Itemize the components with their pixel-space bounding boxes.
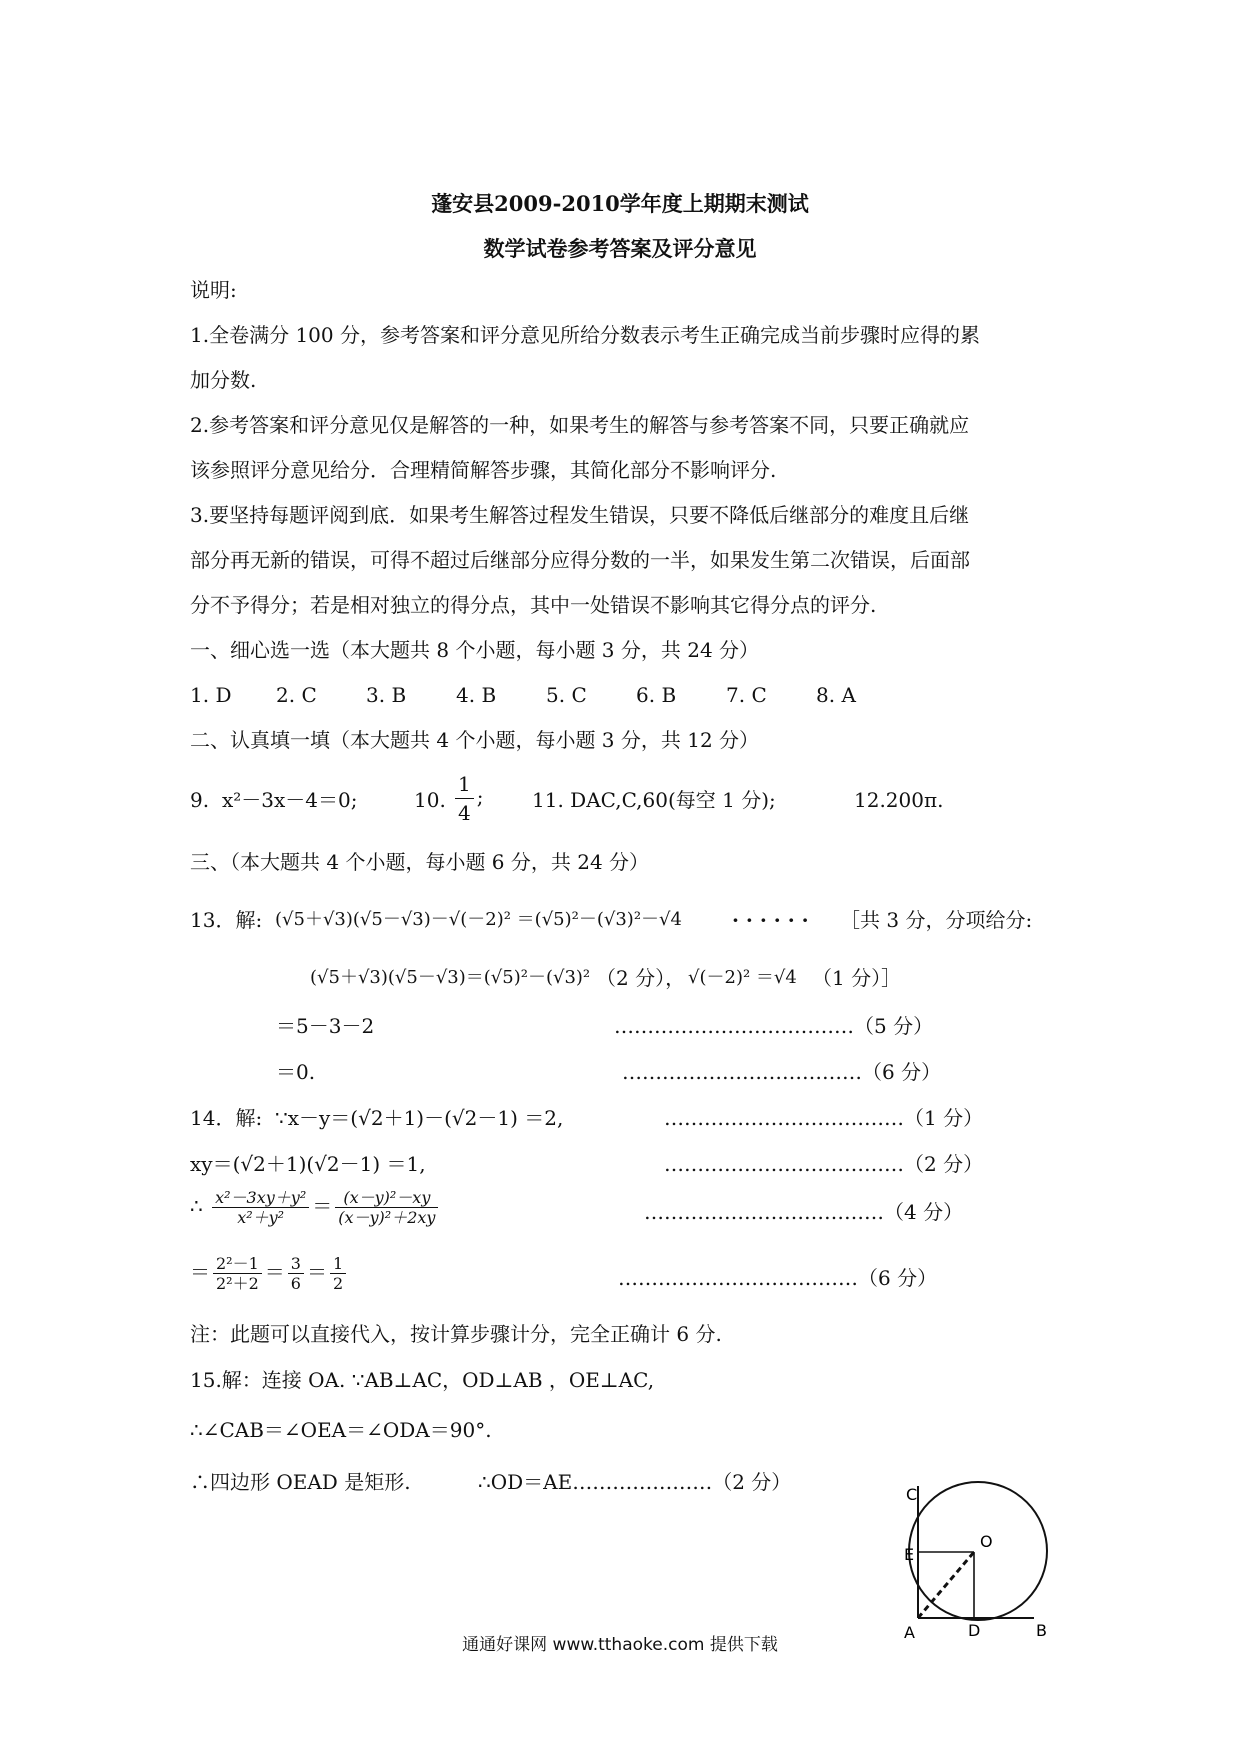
q14-fraction-2 bbox=[335, 1188, 438, 1227]
q13-step-4-score: ………………………………（6 分） bbox=[622, 1060, 942, 1084]
q13-note: ［共 3 分，分项给分: bbox=[840, 908, 1033, 932]
geometry-figure bbox=[885, 1480, 1075, 1650]
q13-expression-3: √(－2)² ＝√4 bbox=[688, 967, 797, 988]
q14-fraction-1-num: x²－3xy＋y² bbox=[212, 1188, 309, 1208]
q14-therefore: ∴ bbox=[190, 1194, 203, 1218]
q14-label: 14．解: bbox=[190, 1106, 263, 1130]
note-3c: 分不予得分；若是相对独立的得分点，其中一处错误不影响其它得分点的评分. bbox=[190, 593, 877, 617]
label-d: D bbox=[968, 1621, 981, 1640]
q14-line-2: xy＝(√2＋1)(√2－1) ＝1, bbox=[190, 1152, 426, 1176]
answer-8: 8. A bbox=[816, 683, 856, 707]
answer-6: 6. B bbox=[636, 683, 677, 707]
q14-fraction-3-num: 2²－1 bbox=[213, 1254, 262, 1274]
q10-label: 10. bbox=[414, 788, 446, 812]
q14-fraction-2-num: (x－y)²－xy bbox=[335, 1188, 438, 1208]
q13-expression-2: (√5＋√3)(√5－√3)＝(√5)²－(√3)² bbox=[310, 967, 591, 988]
section-2-heading: 二、认真填一填（本大题共 4 个小题，每小题 3 分，共 12 分） bbox=[190, 728, 760, 752]
q14-line-1: ∵x－y＝(√2＋1)－(√2－1) ＝2, bbox=[275, 1106, 564, 1130]
q14-line-2-score: ………………………………（2 分） bbox=[664, 1152, 984, 1176]
q14-line-3-score: ………………………………（4 分） bbox=[644, 1200, 964, 1224]
q13-expression-1: (√5＋√3)(√5－√3)－√(－2)² ＝(√5)²－(√3)²－√4 bbox=[275, 909, 682, 930]
q13-label: 13．解: bbox=[190, 908, 263, 932]
label-c: C bbox=[906, 1485, 918, 1504]
q14-fraction-5-num: 1 bbox=[330, 1254, 346, 1274]
answer-3: 3. B bbox=[366, 683, 407, 707]
answer-5: 5. C bbox=[546, 683, 587, 707]
q10-denominator: 4 bbox=[458, 801, 471, 825]
q13-step-4: ＝0. bbox=[276, 1060, 316, 1084]
q14-fraction-1 bbox=[212, 1188, 309, 1227]
q14-fraction-1-den: x²＋y² bbox=[237, 1208, 285, 1227]
q14-fraction-5-den: 2 bbox=[332, 1274, 344, 1293]
q14-equals: ＝ bbox=[312, 1194, 333, 1218]
section-3-heading: 三、（本大题共 4 个小题，每小题 6 分，共 24 分） bbox=[190, 850, 650, 874]
q13-step-3-score: ………………………………（5 分） bbox=[614, 1014, 934, 1038]
q15-line-3-score: ∴OD＝AE…………………（2 分） bbox=[478, 1470, 792, 1494]
q14-fraction-5 bbox=[330, 1254, 346, 1293]
note-3a: 3.要坚持每题评阅到底．如果考生解答过程发生错误，只要不降低后继部分的难度且后继 bbox=[190, 503, 970, 527]
q14-fraction-3-den: 2²＋2 bbox=[216, 1274, 259, 1293]
q14-line-4-score: ………………………………（6 分） bbox=[618, 1266, 938, 1290]
q15-line-1: 15.解：连接 OA. ∵AB⊥AC，OD⊥AB ，OE⊥AC, bbox=[190, 1368, 655, 1392]
circle-outline bbox=[909, 1482, 1047, 1620]
q15-line-2: ∴∠CAB＝∠OEA＝∠ODA＝90°. bbox=[190, 1418, 492, 1442]
page-subtitle: 数学试卷参考答案及评分意见 bbox=[483, 236, 757, 261]
q14-line-1-score: ………………………………（1 分） bbox=[664, 1106, 984, 1130]
page-title: 蓬安县2009-2010学年度上期期末测试 bbox=[431, 191, 809, 216]
q10-numerator: 1 bbox=[455, 770, 474, 799]
q13-dots-1: · · · · · · bbox=[732, 908, 809, 932]
q14-fraction-2-den: (x－y)²＋2xy bbox=[338, 1208, 436, 1227]
q12-answer: 12.200π. bbox=[854, 788, 944, 812]
q11-answer: 11. DAC,C,60(每空 1 分); bbox=[532, 788, 776, 812]
q14-line-3 bbox=[190, 1188, 441, 1227]
label-o: O bbox=[980, 1532, 993, 1551]
answer-4: 4. B bbox=[456, 683, 497, 707]
q14-line-4: ＝ $\frac{\text{2²－1}}{\text{2²＋2}}$ ＝ $\frac{3}{6}$ ＝ $\frac{1}{2}$ bbox=[190, 1254, 349, 1293]
q14-fraction-4-num: 3 bbox=[288, 1254, 304, 1274]
q13-points-2a: （2 分）， bbox=[596, 966, 686, 990]
note-3b: 部分再无新的错误，可得不超过后继部分应得分数的一半，如果发生第二次错误，后面部 bbox=[190, 548, 970, 572]
segment-oa-dashed bbox=[918, 1552, 974, 1618]
q9-label: 9. bbox=[190, 788, 210, 812]
q13-points-2b: （1 分）］ bbox=[812, 966, 902, 990]
label-e: E bbox=[904, 1545, 915, 1564]
note-1b: 加分数. bbox=[190, 368, 257, 392]
section-1-heading: 一、细心选一选（本大题共 8 个小题，每小题 3 分，共 24 分） bbox=[190, 638, 760, 662]
q9-answer: x²－3x－4＝0; bbox=[222, 788, 358, 812]
q14-fraction-4-den: 6 bbox=[290, 1274, 301, 1293]
q14-note: 注：此题可以直接代入，按计算步骤计分，完全正确计 6 分. bbox=[190, 1322, 722, 1346]
answer-2: 2. C bbox=[276, 683, 317, 707]
q14-fraction-4 bbox=[288, 1254, 304, 1293]
label-a: A bbox=[904, 1623, 915, 1642]
label-b: B bbox=[1036, 1621, 1047, 1640]
q10-answer bbox=[452, 770, 483, 827]
note-2a: 2.参考答案和评分意见仅是解答的一种，如果考生的解答与参考答案不同，只要正确就应 bbox=[190, 413, 970, 437]
footer-credit: 通通好课网 www.tthaoke.com 提供下载 bbox=[462, 1635, 778, 1655]
q14-fraction-3 bbox=[213, 1254, 262, 1293]
note-2b: 该参照评分意见给分．合理精简解答步骤，其简化部分不影响评分. bbox=[190, 458, 777, 482]
q14-equals-start: ＝ bbox=[190, 1260, 210, 1284]
answer-7: 7. C bbox=[726, 683, 767, 707]
intro-label: 说明: bbox=[190, 278, 237, 302]
q13-step-3: ＝5－3－2 bbox=[276, 1014, 375, 1038]
q10-fraction bbox=[455, 770, 474, 827]
note-1a: 1.全卷满分 100 分，参考答案和评分意见所给分数表示考生正确完成当前步骤时应得的累 bbox=[190, 323, 980, 347]
q10-tail: ; bbox=[476, 785, 484, 809]
q15-line-3: ∴四边形 OEAD 是矩形. bbox=[190, 1470, 411, 1494]
answer-1: 1. D bbox=[190, 683, 232, 707]
